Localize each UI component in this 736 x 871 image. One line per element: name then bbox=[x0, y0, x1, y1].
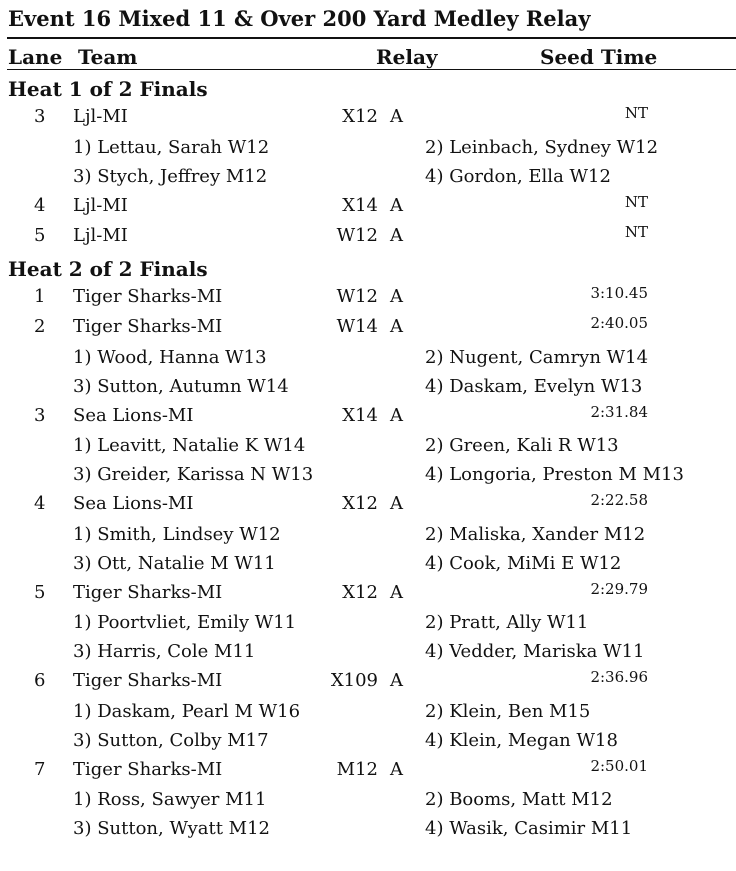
entry-row bbox=[0, 106, 736, 136]
swimmer-name: 3) Stych, Jeffrey M12 bbox=[73, 165, 268, 187]
relay-code: X14 bbox=[342, 404, 378, 426]
lane-number: 3 bbox=[34, 106, 46, 127]
heat-title: Heat 2 of 2 Finals bbox=[8, 256, 208, 281]
entry-row bbox=[0, 493, 736, 523]
team-name: Sea Lions-MI bbox=[73, 493, 194, 514]
seed-time: 2:29.79 bbox=[590, 579, 648, 598]
swimmer-name: 2) Klein, Ben M15 bbox=[425, 700, 591, 722]
heat-title: Heat 1 of 2 Finals bbox=[8, 77, 208, 101]
seed-time: 2:31.84 bbox=[590, 402, 648, 421]
entry-row bbox=[0, 579, 736, 612]
lane-number: 4 bbox=[34, 194, 46, 216]
team-name: Ljl-MI bbox=[73, 194, 128, 216]
relay-letter: A bbox=[390, 493, 403, 514]
swimmer-line bbox=[0, 435, 736, 465]
swimmer-name: 2) Leinbach, Sydney W12 bbox=[425, 136, 659, 158]
swimmer-line bbox=[0, 553, 736, 583]
entry-row bbox=[0, 402, 736, 435]
team-name: Tiger Sharks-MI bbox=[73, 285, 223, 307]
swimmer-name: 4) Wasik, Casimir M11 bbox=[425, 818, 633, 839]
swimmer-name: 2) Green, Kali R W13 bbox=[425, 435, 619, 456]
swimmer-line bbox=[0, 612, 736, 642]
swimmer-line bbox=[0, 347, 736, 377]
relay-letter: A bbox=[390, 106, 403, 127]
lane-number: 4 bbox=[34, 493, 46, 514]
swimmer-name: 3) Harris, Cole M11 bbox=[73, 641, 256, 662]
lane-number: 7 bbox=[34, 758, 46, 780]
swimmer-name: 4) Vedder, Mariska W11 bbox=[425, 641, 645, 662]
column-header-seed-time: Seed Time bbox=[540, 45, 658, 69]
swimmer-name: 3) Sutton, Colby M17 bbox=[73, 729, 269, 751]
swimmer-name: 3) Ott, Natalie M W11 bbox=[73, 552, 276, 574]
entry-row bbox=[0, 316, 736, 346]
swimmer-name: 4) Longoria, Preston M M13 bbox=[425, 464, 684, 485]
seed-time: 2:50.01 bbox=[590, 756, 648, 775]
header-rule bbox=[7, 69, 736, 70]
swimmer-name: 2) Nugent, Camryn W14 bbox=[425, 346, 649, 368]
entry-row bbox=[0, 756, 736, 789]
lane-number: 5 bbox=[34, 225, 46, 246]
swimmer-name: 1) Ross, Sawyer M11 bbox=[73, 789, 267, 810]
entry-row bbox=[0, 192, 736, 225]
relay-code: X12 bbox=[342, 581, 378, 603]
relay-code: W12 bbox=[336, 285, 378, 307]
column-header-relay: Relay bbox=[376, 45, 438, 69]
team-name: Ljl-MI bbox=[73, 225, 128, 246]
lane-number: 2 bbox=[34, 316, 46, 337]
relay-letter: A bbox=[390, 225, 403, 246]
column-header-lane: Lane bbox=[8, 45, 63, 69]
swimmer-line bbox=[0, 818, 736, 848]
team-name: Tiger Sharks-MI bbox=[73, 316, 223, 337]
entry-row bbox=[0, 283, 736, 316]
seed-time: NT bbox=[624, 223, 648, 241]
entry-row bbox=[0, 225, 736, 255]
swimmer-name: 3) Greider, Karissa N W13 bbox=[73, 464, 314, 485]
lane-number: 1 bbox=[34, 285, 46, 307]
team-name: Tiger Sharks-MI bbox=[73, 670, 223, 691]
relay-letter: A bbox=[390, 581, 403, 603]
relay-letter: A bbox=[390, 285, 403, 307]
swimmer-line bbox=[0, 701, 736, 731]
relay-code: W14 bbox=[336, 316, 378, 337]
relay-letter: A bbox=[390, 404, 403, 426]
relay-letter: A bbox=[390, 758, 403, 780]
relay-code: X109 bbox=[330, 670, 378, 691]
relay-code: X14 bbox=[342, 194, 378, 216]
team-name: Sea Lions-MI bbox=[73, 404, 194, 426]
relay-code: X12 bbox=[342, 493, 378, 514]
column-header-team: Team bbox=[78, 45, 138, 69]
relay-code: M12 bbox=[336, 758, 378, 780]
swimmer-name: 4) Daskam, Evelyn W13 bbox=[425, 375, 643, 397]
swimmer-line bbox=[0, 376, 736, 406]
swimmer-name: 2) Maliska, Xander M12 bbox=[425, 523, 646, 545]
lane-number: 6 bbox=[34, 670, 46, 691]
team-name: Tiger Sharks-MI bbox=[73, 758, 223, 780]
swimmer-name: 4) Klein, Megan W18 bbox=[425, 729, 618, 751]
lane-number: 5 bbox=[34, 581, 46, 603]
swimmer-line bbox=[0, 524, 736, 554]
seed-time: 2:40.05 bbox=[590, 314, 648, 332]
swimmer-name: 1) Poortvliet, Emily W11 bbox=[73, 612, 297, 633]
seed-time: NT bbox=[624, 192, 648, 211]
seed-time: 2:22.58 bbox=[590, 491, 648, 509]
swimmer-name: 1) Wood, Hanna W13 bbox=[73, 346, 267, 368]
relay-letter: A bbox=[390, 194, 403, 216]
relay-letter: A bbox=[390, 670, 403, 691]
swimmer-name: 3) Sutton, Wyatt M12 bbox=[73, 818, 270, 839]
swimmer-line bbox=[0, 730, 736, 760]
relay-letter: A bbox=[390, 316, 403, 337]
relay-code: X12 bbox=[342, 106, 378, 127]
event-title: Event 16 Mixed 11 & Over 200 Yard Medley Relay bbox=[8, 6, 591, 31]
swimmer-name: 4) Cook, MiMi E W12 bbox=[425, 552, 622, 574]
swimmer-name: 1) Daskam, Pearl M W16 bbox=[73, 700, 301, 722]
swimmer-line bbox=[0, 464, 736, 494]
swimmer-name: 1) Leavitt, Natalie K W14 bbox=[73, 435, 306, 456]
swimmer-name: 1) Lettau, Sarah W12 bbox=[73, 136, 270, 158]
entry-row bbox=[0, 670, 736, 700]
swimmer-name: 4) Gordon, Ella W12 bbox=[425, 165, 611, 187]
swimmer-name: 2) Pratt, Ally W11 bbox=[425, 612, 589, 633]
team-name: Ljl-MI bbox=[73, 106, 128, 127]
relay-code: W12 bbox=[336, 225, 378, 246]
swimmer-name: 3) Sutton, Autumn W14 bbox=[73, 375, 289, 397]
seed-time: 3:10.45 bbox=[590, 283, 648, 302]
swimmer-name: 1) Smith, Lindsey W12 bbox=[73, 523, 281, 545]
swimmer-line bbox=[0, 137, 736, 167]
swimmer-name: 2) Booms, Matt M12 bbox=[425, 789, 613, 810]
swimmer-line bbox=[0, 789, 736, 819]
seed-time: 2:36.96 bbox=[590, 668, 648, 686]
lane-number: 3 bbox=[34, 404, 46, 426]
swimmer-line bbox=[0, 166, 736, 196]
team-name: Tiger Sharks-MI bbox=[73, 581, 223, 603]
swimmer-line bbox=[0, 641, 736, 671]
title-rule bbox=[7, 37, 736, 39]
seed-time: NT bbox=[624, 104, 648, 122]
